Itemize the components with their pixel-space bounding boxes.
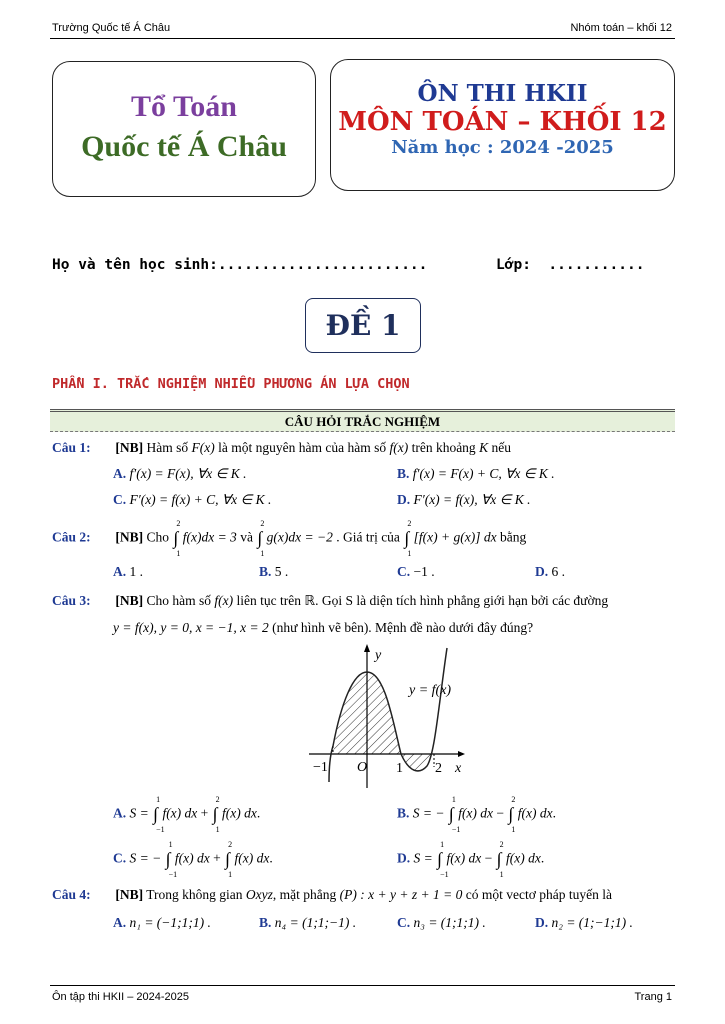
q1-option-a[interactable] (113, 466, 247, 482)
option-integrand: f(x) dx (517, 805, 553, 821)
option-part: S = (129, 805, 149, 821)
option-operator: − (496, 805, 505, 821)
q4-option-c[interactable] (397, 915, 486, 931)
option-integrand: f(x) dx (221, 805, 257, 821)
option-text: F′(x) = f(x) + C, ∀x ∈ K . (129, 492, 272, 507)
lower-limit: 1 (499, 870, 504, 879)
q2-option-c[interactable] (397, 564, 435, 580)
option-label: C. (113, 850, 127, 866)
upper-limit: 1 (156, 795, 161, 804)
class-field[interactable]: ........... (548, 257, 645, 273)
option-label: B. (259, 564, 272, 579)
upper-limit: 1 (451, 795, 456, 804)
org-line1: Tổ Toán (131, 90, 237, 123)
q4-text2: , mặt phẳng (272, 887, 337, 902)
option-label: D. (535, 915, 549, 930)
option-text: n₁ = (−1;1;1) . (129, 915, 211, 930)
option-label: C. (113, 492, 127, 507)
option-operator: + (213, 850, 221, 866)
option-part: S = − (129, 850, 162, 866)
question-3 (52, 593, 608, 609)
question-table-title: CÂU HỎI TRẮC NGHIỆM (50, 409, 675, 432)
q2-option-a[interactable] (113, 564, 143, 580)
q4-option-a[interactable] (113, 915, 211, 931)
option-label: C. (397, 915, 411, 930)
option-part: S = (413, 850, 433, 866)
class-info (496, 257, 644, 273)
q4-text3: có một vectơ pháp tuyến là (465, 887, 612, 902)
option-text: n₂ = (1;−1;1) . (551, 915, 633, 930)
q2-integral3: [f(x) + g(x)] dx (413, 529, 497, 545)
integral-sign: ∫ 2 1 (225, 840, 233, 879)
lower-limit: 1 (215, 825, 220, 834)
q1-text: Hàm số (146, 440, 189, 455)
question-number: Câu 2: (52, 529, 91, 545)
q2-integral2: g(x)dx = −2 (266, 529, 333, 545)
question-1 (52, 440, 511, 456)
q3-text: Cho hàm số (146, 593, 212, 608)
exam-title-box (330, 59, 675, 191)
option-integrand: f(x) dx (458, 805, 494, 821)
q4-text: Trong không gian (146, 887, 243, 902)
option-integrand: f(x) dx (505, 850, 541, 866)
upper-limit: 2 (176, 519, 181, 528)
graph-y-label: y (375, 648, 382, 663)
upper-limit: 2 (215, 795, 220, 804)
student-name-field[interactable]: ........................ (217, 257, 428, 273)
question-4 (52, 887, 612, 903)
y-axis-arrow-icon (364, 644, 370, 652)
q4-space: Oxyz (245, 887, 273, 902)
option-end: . (269, 850, 273, 866)
option-text: 1 . (129, 564, 143, 579)
lower-limit: 1 (407, 549, 412, 558)
q1-option-c[interactable] (113, 492, 271, 508)
lower-limit: −1 (168, 870, 178, 879)
exam-line3: Năm học : 2024 -2025 (391, 137, 614, 158)
integral-sign: ∫ 1 −1 (165, 840, 178, 879)
q3-lines: y = f(x), y = 0, x = −1, x = 2 (113, 620, 269, 635)
q1-option-b[interactable] (397, 466, 555, 482)
lower-limit: 1 (228, 870, 233, 879)
integral-sign: ∫ 2 1 (173, 519, 181, 558)
integral-sign: ∫ 2 1 (496, 840, 504, 879)
q2-text3: bằng (499, 529, 527, 545)
upper-limit: 1 (168, 840, 173, 849)
footer-page: Trang 1 (634, 991, 672, 1003)
option-label: A. (113, 466, 127, 481)
option-label: A. (113, 805, 127, 821)
q1-text3: trên khoảng (411, 440, 476, 455)
q3-option-d[interactable] (397, 840, 545, 879)
option-label: D. (397, 850, 411, 866)
question-number: Câu 3: (52, 593, 91, 608)
graph-tick-1: 1 (396, 761, 403, 776)
q3-option-a[interactable] (113, 795, 261, 834)
q3-text3: . Gọi S là diện tích hình phẳng giới hạn bởi các đường (315, 593, 609, 608)
integral-sign: ∫ 1 −1 (153, 795, 165, 834)
level-tag: [NB] (115, 887, 144, 902)
graph-curve-label: y = f(x) (409, 683, 452, 698)
option-label: C. (397, 564, 411, 579)
q2-option-d[interactable] (535, 564, 565, 580)
q2-integral1: f(x)dx = 3 (182, 529, 237, 545)
lower-limit: −1 (156, 825, 165, 834)
integral-sign: ∫ 1 −1 (448, 795, 461, 834)
option-text: f′(x) = F(x) + C, ∀x ∈ K . (412, 466, 555, 481)
option-end: . (256, 805, 261, 821)
question-number: Câu 4: (52, 887, 91, 902)
option-label: A. (113, 564, 127, 579)
org-box (52, 61, 316, 197)
integral-sign: ∫ 2 1 (212, 795, 220, 834)
q2-option-b[interactable] (259, 564, 288, 580)
upper-limit: 1 (440, 840, 445, 849)
lower-limit: −1 (440, 870, 449, 879)
option-part: S = − (412, 805, 445, 821)
option-operator: − (484, 850, 493, 866)
option-operator: + (200, 805, 209, 821)
integral-sign: ∫ 2 1 (257, 519, 265, 558)
q3-f: f(x) (214, 593, 234, 608)
lower-limit: 1 (260, 549, 265, 558)
exam-code: ĐỀ 1 (305, 298, 421, 353)
option-text: F′(x) = f(x), ∀x ∈ K . (413, 492, 531, 507)
integral-sign: ∫ 2 1 (404, 519, 412, 558)
q2-text: Cho (146, 529, 170, 545)
section-title: PHẦN I. TRẮC NGHIỆM NHIỀU PHƯƠNG ÁN LỰA CHỌN (52, 376, 410, 392)
option-label: D. (535, 564, 549, 579)
upper-limit: 2 (260, 519, 265, 528)
option-text: f′(x) = F(x), ∀x ∈ K . (129, 466, 247, 481)
option-label: B. (259, 915, 272, 930)
upper-limit: 2 (228, 840, 233, 849)
header-school: Trường Quốc tế Á Châu (52, 22, 171, 34)
header-rule (50, 38, 675, 39)
option-text: −1 . (413, 564, 435, 579)
option-label: D. (397, 492, 411, 507)
q3-reals: ℝ (304, 593, 316, 608)
org-line2: Quốc tế Á Châu (81, 130, 287, 163)
q4-plane: (P) : x + y + z + 1 = 0 (339, 887, 463, 902)
lower-limit: −1 (451, 825, 461, 834)
option-integrand: f(x) dx (162, 805, 198, 821)
q1-f: f(x) (389, 440, 409, 455)
student-info (52, 257, 427, 273)
upper-limit: 2 (407, 519, 412, 528)
q1-text2: là một nguyên hàm của hàm số (218, 440, 387, 455)
q2-text2: . Giá trị của (336, 529, 400, 545)
q1-option-d[interactable] (397, 492, 531, 508)
level-tag: [NB] (115, 529, 144, 545)
option-text: n₃ = (1;1;1) . (413, 915, 486, 930)
q2-and: và (240, 529, 253, 545)
exam-line1: ÔN THI HKII (417, 80, 588, 107)
option-label: B. (397, 466, 410, 481)
lower-limit: 1 (511, 825, 516, 834)
student-name-label: Họ và tên học sinh: (52, 257, 218, 273)
question-number: Câu 1: (52, 440, 91, 455)
option-end: . (552, 805, 556, 821)
level-tag: [NB] (115, 593, 144, 608)
option-integrand: f(x) dx (446, 850, 482, 866)
graph-tick-minus1: −1 (313, 760, 328, 775)
integral-sign: ∫ 1 −1 (437, 840, 449, 879)
option-integrand: f(x) dx (174, 850, 210, 866)
q1-K: K (479, 440, 489, 455)
q1-text4: nếu (491, 440, 511, 455)
integral-sign: ∫ 2 1 (508, 795, 516, 834)
q3-text2: liên tục trên (236, 593, 301, 608)
footer-rule (50, 985, 675, 986)
class-label: Lớp: (496, 257, 531, 273)
question-2 (52, 519, 527, 558)
option-integrand: f(x) dx (234, 850, 270, 866)
upper-limit: 2 (511, 795, 516, 804)
graph-origin: O (357, 760, 368, 775)
option-text: 6 . (551, 564, 565, 579)
question-3-line2 (113, 620, 533, 636)
q3-option-c[interactable] (113, 840, 273, 879)
q3-option-b[interactable] (397, 795, 556, 834)
graph-x-label: x (455, 761, 462, 776)
lower-limit: 1 (176, 549, 181, 558)
exam-line2: MÔN TOÁN – KHỐI 12 (338, 107, 667, 137)
header-group: Nhóm toán – khối 12 (570, 22, 672, 34)
option-label: B. (397, 805, 410, 821)
q3-text4: (như hình vẽ bên). Mệnh đề nào dưới đây đúng? (272, 620, 534, 635)
q4-option-d[interactable] (535, 915, 633, 931)
level-tag: [NB] (115, 440, 144, 455)
q4-option-b[interactable] (259, 915, 356, 931)
option-text: n₄ = (1;1;−1) . (274, 915, 357, 930)
upper-limit: 2 (499, 840, 504, 849)
graph-tick-2: 2 (435, 761, 442, 776)
option-text: 5 . (274, 564, 289, 579)
q1-F: F(x) (191, 440, 215, 455)
option-end: . (540, 850, 545, 866)
q3-graph (305, 642, 470, 790)
option-label: A. (113, 915, 127, 930)
x-axis-arrow-icon (458, 751, 465, 757)
footer-left: Ôn tập thi HKII – 2024-2025 (52, 991, 189, 1003)
